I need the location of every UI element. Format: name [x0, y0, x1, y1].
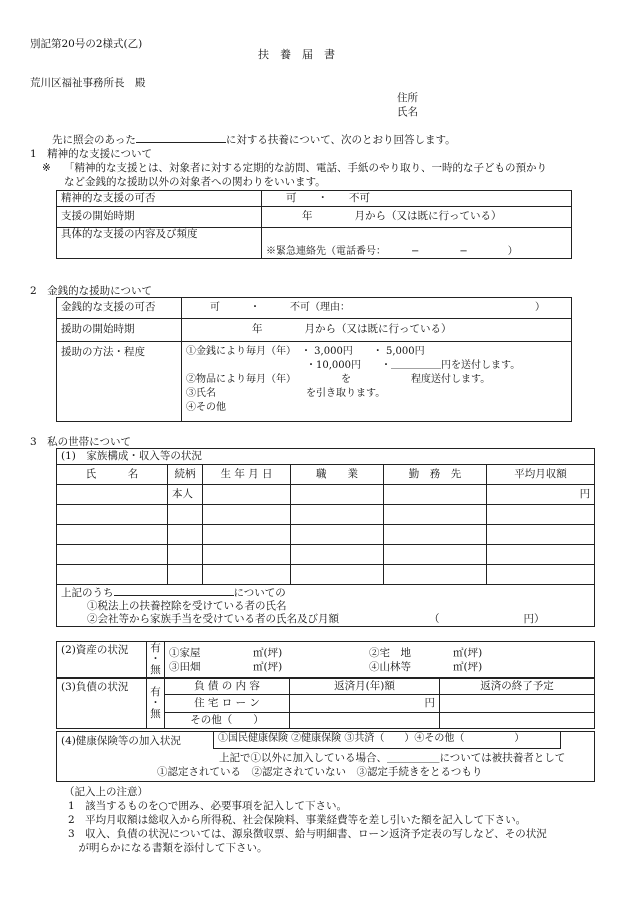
family-work-cell[interactable]	[384, 525, 487, 545]
emotional-content-label: 具体的な支援の内容及び頻度	[57, 228, 262, 259]
deduction-line-3-text: ②会社等から家族手当を受けている者の氏名及び月額	[87, 613, 339, 625]
method-label: 援助の方法・程度	[57, 342, 182, 422]
family-relation-cell[interactable]	[168, 545, 203, 565]
debt-other-amount[interactable]	[290, 713, 440, 729]
family-birth-cell[interactable]	[203, 565, 291, 585]
table-row	[57, 565, 595, 585]
assets-label: (2)資産の状況	[57, 642, 147, 678]
assets-table	[56, 641, 595, 678]
asset-forest: ④山林等 ㎡(坪)	[369, 660, 483, 673]
method-line-2: ・10,000円 ・＿＿＿＿＿円を送付します。	[186, 360, 521, 371]
deduction-target-field[interactable]	[114, 595, 234, 596]
family-title: (1) 家族構成・収入等の状況	[57, 449, 595, 465]
debt-other: その他（ ）	[165, 713, 290, 729]
financial-start-value[interactable]: 年 月から（又は既に行っている）	[182, 319, 572, 342]
section1-heading: 1 精神的な支援について	[30, 148, 152, 160]
family-name-cell[interactable]	[57, 485, 168, 505]
debt-col-content: 負 債 の 内 容	[165, 679, 290, 695]
asset-house: ①家屋 ㎡(坪)	[169, 646, 283, 659]
dot-mark: ・	[150, 653, 161, 665]
method-line-1: ①金銭により毎月（年） ・ 3,000円 ・ 5,000円	[186, 346, 425, 357]
family-name-cell[interactable]	[57, 545, 168, 565]
addressee: 荒川区福祉事務所長 殿	[30, 77, 146, 89]
assets-values[interactable]	[165, 642, 595, 678]
debt-label: (3)負債の状況	[57, 679, 147, 729]
intro-text	[52, 134, 456, 147]
table-row	[57, 485, 595, 505]
debt-housing-loan: 住 宅 ロ ー ン	[165, 695, 290, 713]
family-work-cell[interactable]	[384, 505, 487, 525]
deduction-amount[interactable]: （ 円）	[429, 613, 545, 625]
asset-land: ②宅 地 ㎡(坪)	[369, 646, 483, 659]
intro-before: 先に照会のあった	[52, 134, 136, 146]
col-income: 平均月収額	[487, 465, 595, 485]
notes-heading: （記入上の注意）	[64, 786, 148, 798]
section2-heading: 2 金銭的な援助について	[30, 285, 152, 297]
emotional-support-value[interactable]: 可 ・ 不可	[262, 191, 572, 207]
note-2: 2 平均月収額は総収入から所得税、社会保険料、事業経費等を差し引いた額を記入して下さい。	[68, 814, 527, 826]
family-birth-cell[interactable]	[203, 545, 291, 565]
dot-mark: ・	[150, 697, 161, 709]
note-4: が明らかになる書類を添付して下さい。	[68, 842, 268, 854]
family-income-cell[interactable]	[487, 565, 595, 585]
method-line-5: ④その他	[186, 402, 226, 413]
address-label: 住所	[397, 92, 418, 104]
has-mark: 有	[150, 686, 161, 698]
note-3: 3 収入、負債の状況については、源泉徴収票、給与明細書、ローン返済予定表の写しなど、その状況	[68, 828, 547, 840]
method-options[interactable]	[182, 342, 572, 422]
emotional-start-value[interactable]: 年 月から（又は既に行っている）	[262, 207, 572, 228]
section3-heading: 3 私の世帯について	[30, 436, 131, 448]
table-row	[57, 525, 595, 545]
deduction-after: についての	[233, 587, 286, 599]
financial-support-value[interactable]: 可 ・ 不可（理由： ）	[182, 298, 572, 319]
none-mark: 無	[150, 708, 161, 720]
col-workplace: 勤 務 先	[384, 465, 487, 485]
debt-table	[56, 678, 595, 729]
assets-has-none[interactable]	[147, 642, 165, 678]
insurance-label: (4)健康保険等の加入状況	[61, 735, 181, 747]
family-relation-cell[interactable]	[168, 565, 203, 585]
family-relation-cell[interactable]	[168, 525, 203, 545]
family-relation-cell: 本人	[168, 485, 203, 505]
family-birth-cell[interactable]	[203, 485, 291, 505]
debt-housing-amount[interactable]: 円	[290, 695, 440, 713]
method-line-4: ③氏名 を引き取ります。	[186, 388, 386, 399]
none-mark: 無	[150, 664, 161, 676]
family-job-cell[interactable]	[291, 525, 384, 545]
financial-support-label: 金銭的な支援の可否	[57, 298, 182, 319]
deduction-block	[57, 585, 595, 627]
emergency-contact[interactable]: ※緊急連絡先（電話番号： − − ）	[262, 228, 572, 259]
inquiry-target-field[interactable]	[136, 142, 226, 143]
family-relation-cell[interactable]	[168, 505, 203, 525]
debt-col-amount: 返済月(年)額	[290, 679, 440, 695]
emotional-support-table	[56, 190, 572, 259]
table-row	[57, 505, 595, 525]
col-birthdate: 生 年 月 日	[203, 465, 291, 485]
family-work-cell[interactable]	[384, 545, 487, 565]
family-job-cell[interactable]	[291, 485, 384, 505]
document-title: 扶 養 届 書	[258, 48, 335, 61]
family-birth-cell[interactable]	[203, 505, 291, 525]
emotional-support-label: 精神的な支援の可否	[57, 191, 262, 207]
family-work-cell[interactable]	[384, 485, 487, 505]
household-table	[56, 448, 595, 627]
family-income-cell[interactable]: 円	[487, 485, 595, 505]
insurance-table	[56, 731, 595, 782]
form-number: 別記第20号の2様式(乙)	[30, 38, 143, 50]
asset-field: ③田畑 ㎡(坪)	[169, 660, 283, 673]
col-name: 氏 名	[57, 465, 168, 485]
insurance-line-2: 上記で①以外に加入している場合、＿＿＿＿＿については被扶養者として	[219, 752, 566, 764]
family-work-cell[interactable]	[384, 565, 487, 585]
deduction-line-2: ①税法上の扶養控除を受けている者の氏名	[87, 600, 287, 612]
has-mark: 有	[150, 642, 161, 654]
family-job-cell[interactable]	[291, 545, 384, 565]
section1-note-mark: ※	[42, 162, 51, 174]
family-income-cell[interactable]	[487, 525, 595, 545]
financial-support-table	[56, 297, 572, 422]
method-line-3: ②物品により毎月（年） を 程度送付します。	[186, 374, 491, 385]
name-label: 氏名	[397, 106, 418, 118]
family-income-cell[interactable]	[487, 545, 595, 565]
family-name-cell[interactable]	[57, 525, 168, 545]
insurance-options[interactable]: ①国民健康保険 ②健康保険 ③共済（ ）④その他（ ）	[213, 732, 561, 749]
family-birth-cell[interactable]	[203, 525, 291, 545]
note-1: 1 該当するものを○で囲み、必要事項を記入して下さい。	[68, 800, 347, 812]
section1-note-line2: など金銭的な援助以外の対象者への関わりをいいます。	[64, 176, 326, 188]
emotional-start-label: 支援の開始時期	[57, 207, 262, 228]
deduction-before: 上記のうち	[61, 587, 114, 599]
family-job-cell[interactable]	[291, 505, 384, 525]
insurance-line-3[interactable]: ①認定されている ②認定されていない ③認定手続きをとるつもり	[157, 766, 483, 778]
financial-start-label: 援助の開始時期	[57, 319, 182, 342]
family-income-cell[interactable]	[487, 505, 595, 525]
table-row	[57, 545, 595, 565]
deduction-line-1	[61, 587, 590, 600]
intro-after: に対する扶養について、次のとおり回答します。	[225, 134, 456, 146]
debt-col-end: 返済の終了予定	[440, 679, 595, 695]
insurance-block	[57, 732, 595, 782]
col-relation: 続柄	[168, 465, 203, 485]
debt-other-end[interactable]	[440, 713, 595, 729]
family-name-cell[interactable]	[57, 565, 168, 585]
section1-note-line1: 「精神的な支援とは、対象者に対する定期的な訪問、電話、手紙のやり取り、一時的な子どもの預かり	[64, 162, 547, 174]
debt-has-none[interactable]	[147, 679, 165, 729]
debt-housing-end[interactable]	[440, 695, 595, 713]
family-name-cell[interactable]	[57, 505, 168, 525]
deduction-line-3	[61, 613, 590, 626]
family-job-cell[interactable]	[291, 565, 384, 585]
col-occupation: 職 業	[291, 465, 384, 485]
